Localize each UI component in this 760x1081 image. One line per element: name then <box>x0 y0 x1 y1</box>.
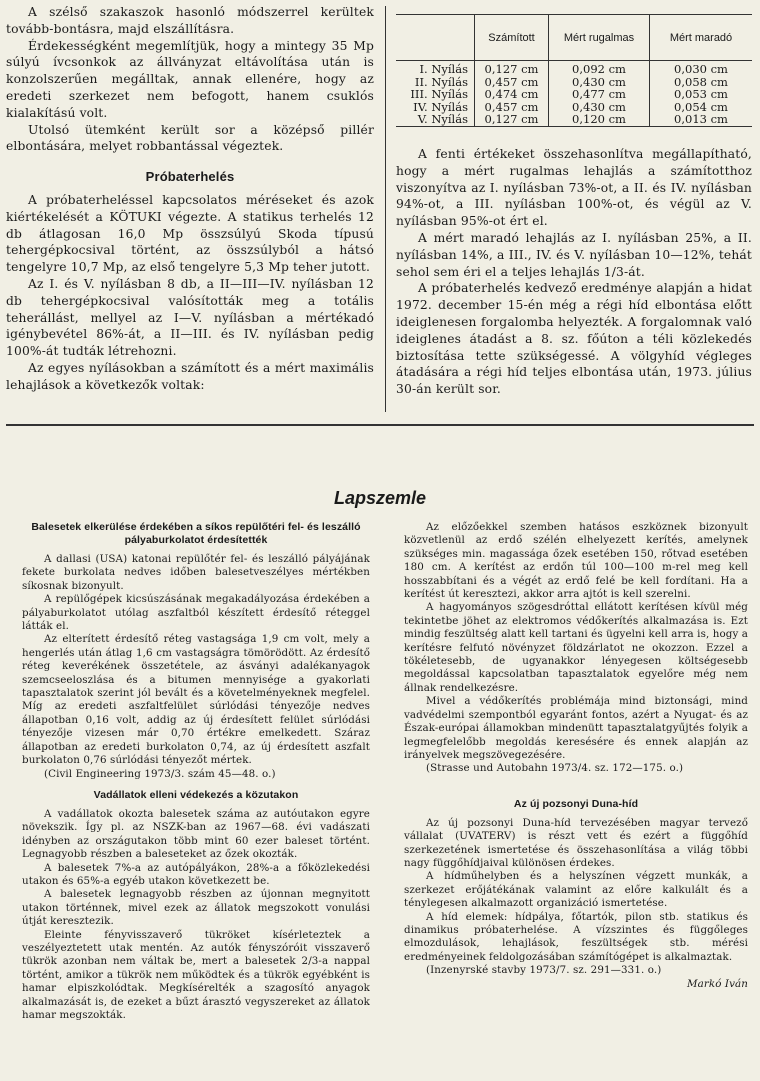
deflection-table-wrap <box>396 14 752 127</box>
paragraph: A balesetek 7%-a az autópályákon, 28%-a a főközlekedési utakon és 65%-a egyéb utakon következett be. <box>22 861 370 887</box>
table-row <box>396 113 752 126</box>
paragraph: A szélső szakaszok hasonló módszerrel kerültek tovább-bontásra, majd elszállításra. <box>6 5 374 36</box>
table-row <box>396 61 752 76</box>
paragraph: A hídműhelyben és a helyszínen végzett munkák, a szerkezet erőjátékának valamint az előre kalkulált és a ténylegesen alkalmazott organizáció ismertetése. <box>404 870 748 910</box>
paragraph: A fenti értékeket összehasonlítva megállapítható, hogy a mért rugalmas lehajlás a számítotthoz viszonyítva az I. nyílásban 73%-ot, a II. és IV. nyílásban 94%-ot, a III. nyílásban 100%-ot, és végül az V. nyílásban 95%-ot ért el. <box>396 147 752 229</box>
elastic-value: 0,120 cm <box>549 113 650 126</box>
residual-value: 0,013 cm <box>674 112 728 127</box>
paragraph: Az új pozsonyi Duna-híd tervezésében magyar tervező vállalat (UVATERV) is részt vett és ezért a függőhíd szerkezetének ismertetése és összehasonlítása a világ többi nagy függőhídjaival különösen érdekes. <box>404 816 748 869</box>
residual-value: 0,054 cm <box>674 99 728 114</box>
citation: (Inzenyrské stavby 1973/7. sz. 291—331. o.) <box>426 964 662 977</box>
section-title: Lapszemle <box>333 488 427 508</box>
table-row <box>396 88 752 101</box>
article-heading: Vadállatok elleni védekezés a közutakon <box>93 788 299 801</box>
left-top-column <box>6 4 374 394</box>
paragraph: A híd elemek: hídpálya, főtartók, pilon stb. statikus és dinamikus próbaterhelése. A vízszintes és függőleges elmozdulások, lehajlások, feszültségek stb. mérési eredményeinek feldolgozásában számítógépet is alkalmaztak. <box>404 910 748 963</box>
row-label: IV. Nyílás <box>413 99 468 114</box>
article-heading: Balesetek elkerülése érdekében a síkos repülőtéri fel- és leszálló pályaburkolatot érdesítették <box>31 521 361 546</box>
row-label: V. Nyílás <box>417 112 468 127</box>
paragraph: Mivel a védőkerítés problémája mind biztonsági, mind vadvédelmi szempontból egyaránt fontos, azért a Nyugat- és az Észak-európai államokban mindenütt tapasztalatgyűjtés folyik a legmegfelelőbb megoldás keresésére és ennek alapján az irányelvek megszövegezésére. <box>404 695 748 761</box>
paragraph: Érdekességként megemlítjük, hogy a mintegy 35 Mp súlyú ívcsonkok az állványzat eltávolítása után is konzolszerűen megálltak, annak ellenére, hogy az eredeti szerkezet nem befogott, hanem csuklós kialakítású volt. <box>6 38 374 120</box>
elastic-value: 0,430 cm <box>549 101 650 114</box>
paragraph: Az elterített érdesítő réteg vastagsága 1,9 cm volt, mely a hengerlés után átlag 1,6 cm vastagságra tömörödött. Az érdesítő réteg keverékének összetétele, az ásványi adalékanyagok szemcseeloszlása és a bitumen mennyisége a gyakorlati tapasztalatok szerint jól bevált és a követelményeknek megfelel. Míg az eredeti aszfaltfelület súrlódási tényezője nedves állapotban 0,16 volt, addig az új érdesített felület súrlódási tényezője vizesen már 0,70 értékre emelkedett. Száraz állapotban az eredeti burkolaton 0,74, az új érdesített aszfalt burkolaton 0,76 súrlódási tényezőt mértek. <box>22 633 370 767</box>
elastic-value: 0,430 cm <box>549 76 650 89</box>
paragraph: A próbaterheléssel kapcsolatos méréseket és azok kiértékelését a KÖTUKI végezte. A statikus terhelés 12 db átlagosan 16,0 Mp összsúlyú Skoda típusú tehergépkocsival történt, az összsúlyból a hátsó tengelyre 10,7 Mp, az első tengelyre 5,3 Mp teher jutott. <box>6 192 374 275</box>
table-header: Mért rugalmas <box>549 15 650 61</box>
table-header: Számított <box>475 15 549 61</box>
calculated-value: 0,127 cm <box>475 61 549 76</box>
paragraph: Utolsó ütemként került sor a középső pillér elbontására, melyet robbantással végeztek. <box>6 122 374 154</box>
paragraph: A próbaterhelés kedvező eredménye alapján a hidat 1972. december 15-én még a régi híd elbontása előtt ideiglenesen forgalomba helyezték. A forgalomnak való ideiglenes átadást a 8. sz. főúton a téli közlekedés biztosítása tette szükségessé. A völgyhíd végleges átadására a régi híd teljes elbontása után, 1973. július 30-án került sor. <box>396 281 752 397</box>
citation: (Strasse und Autobahn 1973/4. sz. 172—175. o.) <box>426 762 684 775</box>
row-label: II. Nyílás <box>414 74 468 89</box>
paragraph: A mért maradó lehajlás az I. nyílásban 25%, a II. nyílásban 14%, a III., IV. és V. nyílásban 10—12%, tehát sehol sem éri el a teljes lehajlás 1/3-át. <box>396 230 752 279</box>
elastic-value: 0,477 cm <box>549 88 650 101</box>
author-signature: Markó Iván <box>687 977 748 990</box>
calculated-value: 0,457 cm <box>475 76 549 89</box>
deflection-table <box>396 14 752 127</box>
paragraph: A vadállatok okozta balesetek száma az autóutakon egyre növekszik. Így pl. az NSZK-ban az 1967—68. évi vadászati idényben az országutakon több mint 60 ezer baleset történt. Legnagyobb részben a baleseteket az őzek okozták. <box>22 807 370 861</box>
left-bottom-column <box>22 521 370 1022</box>
row-label: I. Nyílás <box>419 62 468 76</box>
paragraph: A dallasi (USA) katonai repülőtér fel- és leszálló pályájának fekete burkolata nedves időben balesetveszélyes mértékben síkosnak bizonyult. <box>22 553 370 592</box>
calculated-value: 0,474 cm <box>475 88 549 101</box>
paragraph: Eleinte fényvisszaverő tükröket kísérleteztek a veszélyeztetett utak mentén. Az autók fényszóróit visszaverő tükrök azonban nem váltak be, mert a balesetek 2/3-a nappal történt, amikor a tükrök nem működtek és a tükrök egyébként is hamar elpiszkolódtak. Megkísérelték a szagosító anyagok alkalmazását is, de ezeket a bűzt árasztó vegyszereket az állatok hamar megszokták. <box>22 928 370 1021</box>
section-heading: Próbaterhelés <box>145 169 235 185</box>
paragraph: Az egyes nyílásokban a számított és a mért maximális lehajlások a következők voltak: <box>6 360 374 392</box>
calculated-value: 0,127 cm <box>475 113 549 126</box>
paragraph: A repülőgépek kicsúszásának megakadályozása érdekében a pályaburkolatot utólag aszfaltból készített érdesítő réteggel látták el. <box>22 593 370 633</box>
paragraph: A hagyományos szögesdróttal ellátott kerítésen kívül még tekintetbe jöhet az elektromos védőkerítés alkalmazása is. Ezt mindig feszültség alatt kell tartani és ügyelni kell arra is, hogy a kerítésre felfutó növényzet földzárlatot ne okozzon. Ezzel a tökéletesebb, de ugyanakkor lényegesen költségesebb megoldással kapcsolatban tapasztalatok egyelőre még nem állnak rendelkezésre. <box>404 601 748 694</box>
column-divider <box>385 6 386 412</box>
right-top-column <box>396 146 752 398</box>
section-divider <box>6 424 754 426</box>
paragraph: Az előzőekkel szemben hatásos eszköznek bizonyult közvetlenül az erdő szélén elhelyezett kerítés, amelynek szükséges min. magassága őzek esetében 150, rőtvad esetében 180 cm. A kerítést az erdőn túl 100—100 m-rel meg kell hosszabbítani és a végét az erdő felé be kell fordítani. Ha a kerítést út keresztezi, akkor arra ajtót is kell szerelni. <box>404 521 748 601</box>
residual-value: 0,053 cm <box>674 87 728 102</box>
elastic-value: 0,092 cm <box>549 61 650 76</box>
residual-value: 0,058 cm <box>674 74 728 89</box>
citation: (Civil Engineering 1973/3. szám 45—48. o.) <box>44 767 276 780</box>
paragraph: A balesetek legnagyobb részben az újonnan megnyitott utakon történnek, mivel ezek az állatok megszokott vonulási útját keresztezik. <box>22 888 370 928</box>
paragraph: Az I. és V. nyílásban 8 db, a II—III—IV. nyílásban 12 db tehergépkocsival valósították meg a totális teherállást, mellyel az I—V. nyílásban a mértékadó igénybevétel 86%-át, a II—III. és IV. nyílásban pedig 100%-át tudták létrehozni. <box>6 276 374 359</box>
row-label: III. Nyílás <box>410 87 468 102</box>
article-heading: Az új pozsonyi Duna-híd <box>513 797 639 810</box>
right-bottom-column <box>404 521 748 991</box>
residual-value: 0,030 cm <box>674 62 728 76</box>
table-header: Mért maradó <box>669 31 733 44</box>
calculated-value: 0,457 cm <box>475 101 549 114</box>
table-header-row <box>396 15 752 61</box>
